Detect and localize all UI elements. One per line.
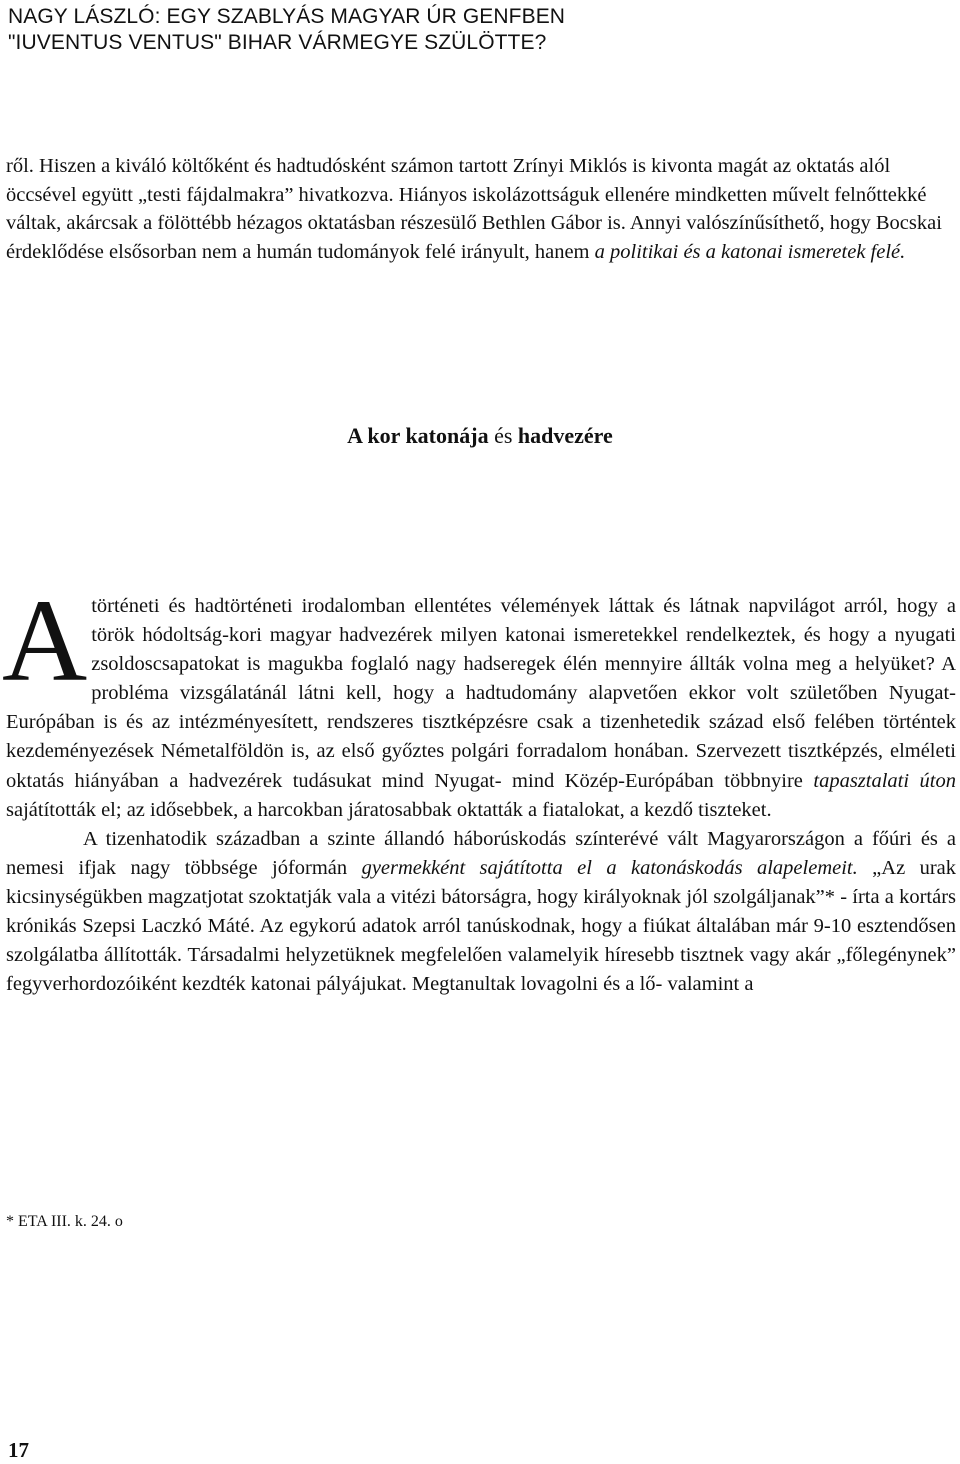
intro-italic-text: a politikai és a katonai ismeretek felé. (594, 240, 906, 263)
page-number: 17 (8, 1438, 29, 1462)
body-paragraph-1 (2, 575, 956, 825)
intro-paragraph-block (6, 152, 956, 266)
body-text (2, 575, 957, 999)
section-heading (0, 422, 960, 450)
section-heading-bold-1: A kor katonája (347, 423, 489, 448)
body-paragraph-2 (6, 825, 956, 1000)
intro-text: ről. Hiszen a kiváló költőként és hadtudósként számon tartott Zrínyi Miklós is kivonta magát az oktatás alól öccsével együtt „testi fájdalmakra” hivatkozva. Hiányos iskolázottságuk ellenére mindketten művelt felnőttekké váltak, akárcsak a fölöttébb hézagos oktatásban részesülő Bethlen Gábor is. Annyi valószínűsíthető, hogy Bocskai érdeklődése elsősorban nem a humán tudományok felé irányult, hanem (6, 155, 942, 263)
body-paragraph-2-text-a: A tizenhatodik században a szinte állandó háborúskodás színterévé vált Magyarországon a főúri és a nemesi ifjak nagy többsége jóformán (6, 827, 956, 879)
section-heading-bold-2: hadvezére (517, 423, 613, 448)
body-paragraph-2-text-b: „Az urak kicsinységükben magzatjotat szoktatják vala a vitézi bátorságra, hogy királyoknak jól szolgáljanak”* - írta a kortárs krónikás Szepsi Laczkó Máté. Az egykorú adatok arról tanúskodnak, hogy a fiúkat általában már 9-10 esztendősen szolgálatba állították. Társadalmi helyzetüknek megfelelően valamelyik híresebb tisztnek vagy akár „főlegénynek” fegyverhordozóiként kezdték katonai pályájukat. Megtanultak lovagolni és a lő- valamint a (6, 856, 957, 996)
intro-paragraph (6, 152, 956, 266)
body-paragraph-1-italic: tapasztalati úton (813, 769, 956, 792)
footnote: * ETA III. k. 24. o (6, 1213, 123, 1230)
body-paragraph-1-text-a: történeti és hadtörténeti irodalomban ellentétes vélemények láttak és látnak napvilágot arról, hogy a török hódoltság-kori magyar hadvezérek milyen katonai ismeretekkel rendelkeztek, és hogy a nyugati zsoldoscsapatokat is magukba foglaló nagy hadseregek élén mennyire állták volna meg a helyüket? A probléma vizsgálatánál látni kell, hogy a hadtudomány alapvetően ekkor volt születőben Nyugat-Európában is és az intézményesített, rendszeres tisztképzésre csak a tizenhetedik század első felében történtek kezdeményezések Németalföldön is, az első győztes polgári forradalom honában. Szervezett tisztképzés, elméleti oktatás hiányában a hadvezérek tudásukat mind Nyugat- mind Közép-Európában többnyire (6, 595, 956, 792)
section-heading-conjunction: és (488, 423, 518, 448)
header-title-line-1: NAGY LÁSZLÓ: EGY SZABLYÁS MAGYAR ÚR GENFBEN (8, 5, 566, 28)
body-paragraph-2-italic: gyermekként sajátította el a katonáskodás alapelemeit. (361, 856, 858, 879)
drop-cap-letter: A (2, 575, 88, 706)
running-header (8, 4, 948, 56)
header-title-line-2: "IUVENTUS VENTUS" BIHAR VÁRMEGYE SZÜLÖTTE? (8, 31, 547, 54)
body-paragraph-1-text-b: sajátították el; az idősebbek, a harcokban járatosabbak oktatták a fiatalokat, a kezdő tiszteket. (6, 798, 772, 821)
